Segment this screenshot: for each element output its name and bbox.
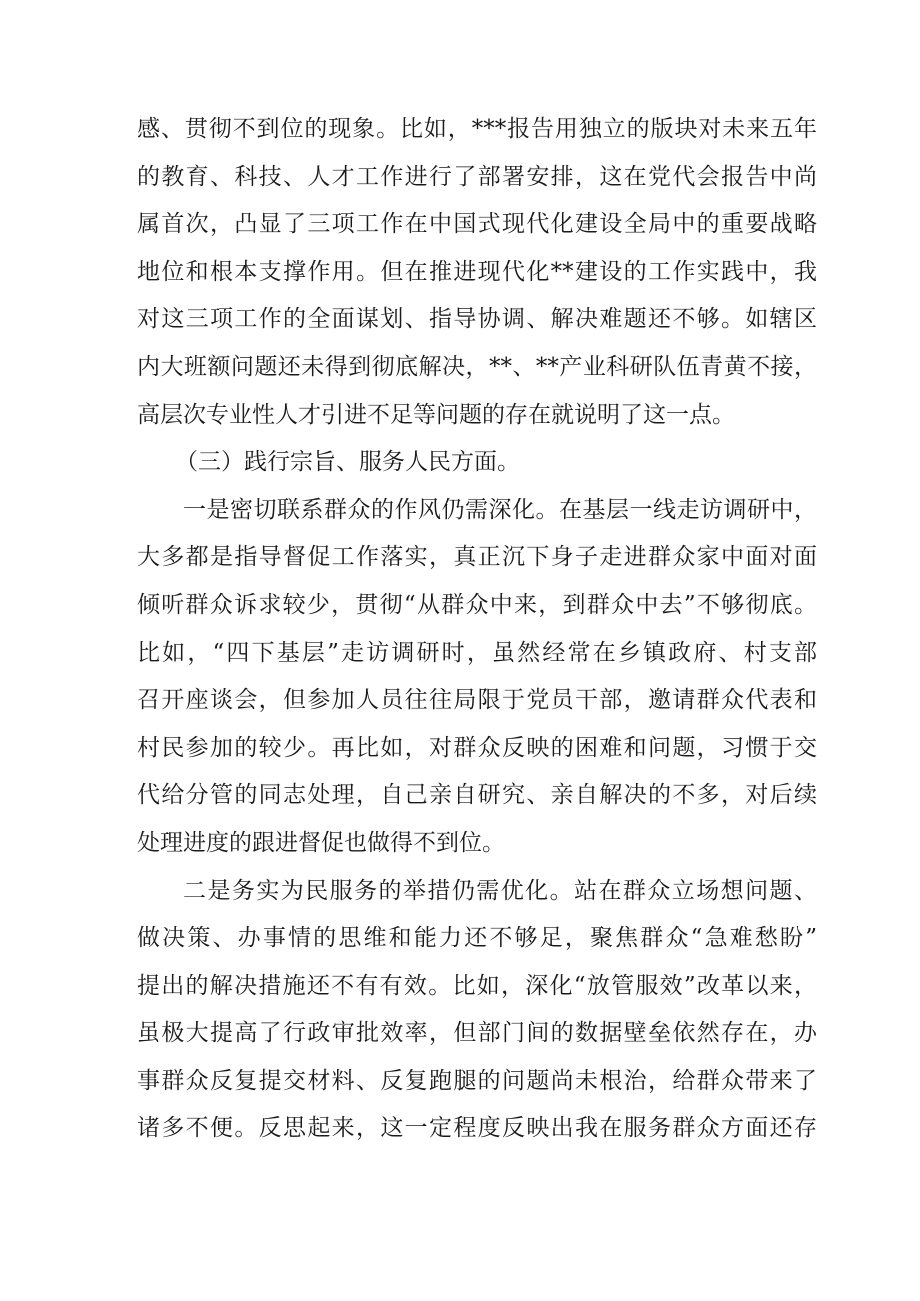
paragraph-line: 代给分管的同志处理，自己亲自研究、亲自解决的不多，对后续 (137, 782, 817, 809)
paragraph-2 (137, 487, 817, 868)
paragraph-line: 召开座谈会，但参加人员往往局限于党员干部，邀请群众代表和 (137, 687, 817, 714)
paragraph-line: 大多都是指导督促工作落实，真正沉下身子走进群众家中面对面 (137, 544, 817, 571)
paragraph-line: 虽极大提高了行政审批效率，但部门间的数据壁垒依然存在，办 (137, 1020, 817, 1047)
paragraph-3 (137, 868, 817, 1154)
paragraph-line: 的教育、科技、人才工作进行了部署安排，这在党代会报告中尚 (137, 163, 817, 190)
paragraph-line: 地位和根本支撑作用。但在推进现代化**建设的工作实践中，我 (137, 258, 817, 285)
paragraph-line: 一是密切联系群众的作风仍需深化。在基层一线走访调研中， (183, 496, 817, 523)
paragraph-line: 事群众反复提交材料、反复跑腿的问题尚未根治，给群众带来了 (137, 1067, 817, 1094)
paragraph-line: 提出的解决措施还不有有效。比如，深化“放管服效”改革以来， (137, 972, 817, 999)
paragraph-line: 高层次专业性人才引进不足等问题的存在就说明了这一点。 (137, 401, 735, 428)
paragraph-line: 感、贯彻不到位的现象。比如，***报告用独立的版块对未来五年 (137, 116, 817, 142)
paragraph-line: 村民参加的较少。再比如，对群众反映的困难和问题，习惯于交 (137, 734, 817, 761)
paragraph-line: 做决策、办事情的思维和能力还不够足，聚焦群众“急难愁盼” (137, 925, 817, 952)
paragraph-line: 比如，“四下基层”走访调研时，虽然经常在乡镇政府、村支部 (137, 639, 817, 666)
section-heading: （三）践行宗旨、服务人民方面。 (175, 449, 520, 476)
paragraph-line: 处理进度的跟进督促也做得不到位。 (137, 829, 505, 856)
paragraph-line: 倾听群众诉求较少，贯彻“从群众中来，到群众中去”不够彻底。 (137, 591, 817, 618)
paragraph-line: 内大班额问题还未得到彻底解决，**、**产业科研队伍青黄不接， (137, 353, 817, 380)
paragraph-1 (137, 106, 817, 439)
paragraph-line: 对这三项工作的全面谋划、指导协调、解决难题还不够。如辖区 (137, 306, 817, 333)
paragraph-line: 属首次，凸显了三项工作在中国式现代化建设全局中的重要战略 (137, 211, 817, 238)
paragraph-line: 二是务实为民服务的举措仍需优化。站在群众立场想问题、 (183, 877, 817, 904)
document-body (137, 106, 817, 1153)
paragraph-line: 诸多不便。反思起来，这一定程度反映出我在服务群众方面还存 (137, 1115, 817, 1142)
